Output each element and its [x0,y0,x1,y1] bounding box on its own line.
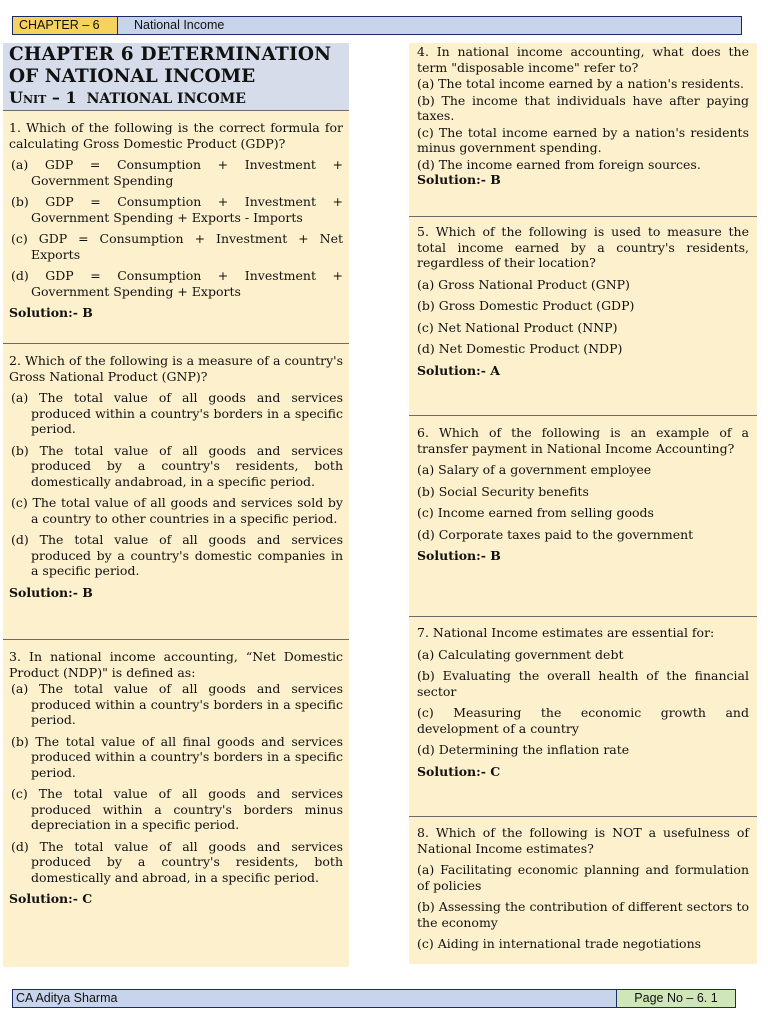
page-header [12,16,742,35]
option-d: (d) Net Domestic Product (NDP) [417,341,623,356]
question-text: 7. National Income estimates are essential for: [417,625,715,640]
question-text: 3. In national income accounting, “Net Domestic Product (NDP)" is defined as: [9,649,343,680]
question-1 [3,120,349,321]
option-b: (b) Assessing the contribution of different sectors to the economy [417,899,749,930]
option-a: (a) Gross National Product (GNP) [417,276,630,292]
divider [409,816,757,817]
question-3 [3,649,349,907]
option-b: (b) Gross Domestic Product (GDP) [417,298,635,313]
option-d: (d) The income earned from foreign sources. [417,156,701,172]
option-d: (d) Corporate taxes paid to the government [417,526,694,542]
divider [3,639,349,640]
option-a: (a) The total value of all goods and services produced within a country's borders in a specific period. [11,681,343,727]
option-d: (d) Determining the inflation rate [417,742,630,757]
right-column [409,43,757,964]
chapter-label: CHAPTER – 6 [13,17,118,34]
option-a: (a) Calculating government debt [417,646,624,662]
option-c: (c) Aiding in international trade negotiations [417,936,702,951]
unit-number: Unit – 1 [9,88,77,107]
solution: Solution:- B [417,548,501,563]
option-b: (b) The total value of all goods and services produced by a country's residents, both domestically andabroad, in a specific period. [11,442,343,489]
unit-name: NATIONAL INCOME [86,91,246,107]
question-5 [409,224,757,378]
option-c: (c) The total value of all goods and services produced within a country's borders minus depreciation in a specific period. [11,786,343,832]
question-text: 2. Which of the following is a measure of a country's Gross National Product (GNP)? [9,353,343,384]
divider [409,415,757,416]
chapter-title-box [3,43,349,110]
divider [409,616,757,617]
option-c: (c) The total value of all goods and services sold by a country to other countries in a specific period. [11,495,343,526]
question-8 [409,825,757,952]
chapter-title-line1: CHAPTER 6 DETERMINATION [9,44,332,65]
left-column [3,43,349,967]
solution: Solution:- C [9,891,93,906]
question-text: 6. Which of the following is an example of a transfer payment in National Income Accounting? [417,425,749,456]
option-c: (c) Net National Product (NNP) [417,319,618,335]
solution: Solution:- B [9,584,93,600]
chapter-title-line2: OF NATIONAL INCOME [9,66,256,87]
question-text: 8. Which of the following is NOT a usefulness of National Income estimates? [417,825,749,856]
option-c: (c) Income earned from selling goods [417,505,654,520]
topic-label: National Income [118,17,741,34]
option-d: (d) The total value of all goods and services produced by a country's residents, both domestically and abroad, in a specific period. [11,838,343,885]
option-b: (b) The total value of all final goods and services produced within a country's borders in a specific period. [11,733,343,780]
question-4 [409,44,757,188]
option-d: (d) The total value of all goods and services produced by a country's domestic companies in a specific period. [11,532,343,578]
divider [3,110,349,111]
option-b: (b) Social Security benefits [417,483,589,499]
option-a: (a) Salary of a government employee [417,462,652,477]
option-a: (a) The total value of all goods and services produced within a country's borders in a specific period. [11,390,343,436]
option-d: (d) GDP = Consumption + Investment + Government Spending + Exports [11,268,343,299]
page-number: Page No – 6. 1 [617,990,735,1007]
option-a: (a) Facilitating economic planning and formulation of policies [417,862,749,893]
question-text: 1. Which of the following is the correct formula for calculating Gross Domestic Product (GDP)? [9,120,343,151]
question-6 [409,425,757,564]
option-c: (c) GDP = Consumption + Investment + Net Exports [11,231,343,262]
option-a: (a) GDP = Consumption + Investment + Government Spending [11,157,343,188]
solution: Solution:- B [417,172,501,187]
solution: Solution:- C [417,763,501,779]
question-2 [3,353,349,600]
question-7 [409,625,757,779]
option-b: (b) The income that individuals have after paying taxes. [417,92,749,123]
page-footer [12,989,736,1008]
question-text: 4. In national income accounting, what does the term "disposable income" refer to? [417,44,749,75]
option-a: (a) The total income earned by a nation's residents. [417,76,745,91]
question-text: 5. Which of the following is used to measure the total income earned by a country's residents, regardless of their location? [417,224,749,270]
option-c: (c) The total income earned by a nation's residents minus government spending. [417,124,749,155]
divider [409,216,757,217]
solution: Solution:- A [417,362,501,378]
option-c: (c) Measuring the economic growth and development of a country [417,705,749,736]
divider [3,343,349,344]
option-b: (b) Evaluating the overall health of the financial sector [417,668,749,699]
unit-title [9,88,343,109]
solution: Solution:- B [9,305,93,320]
author-name: CA Aditya Sharma [13,990,617,1007]
option-b: (b) GDP = Consumption + Investment + Government Spending + Exports - Imports [11,194,343,225]
